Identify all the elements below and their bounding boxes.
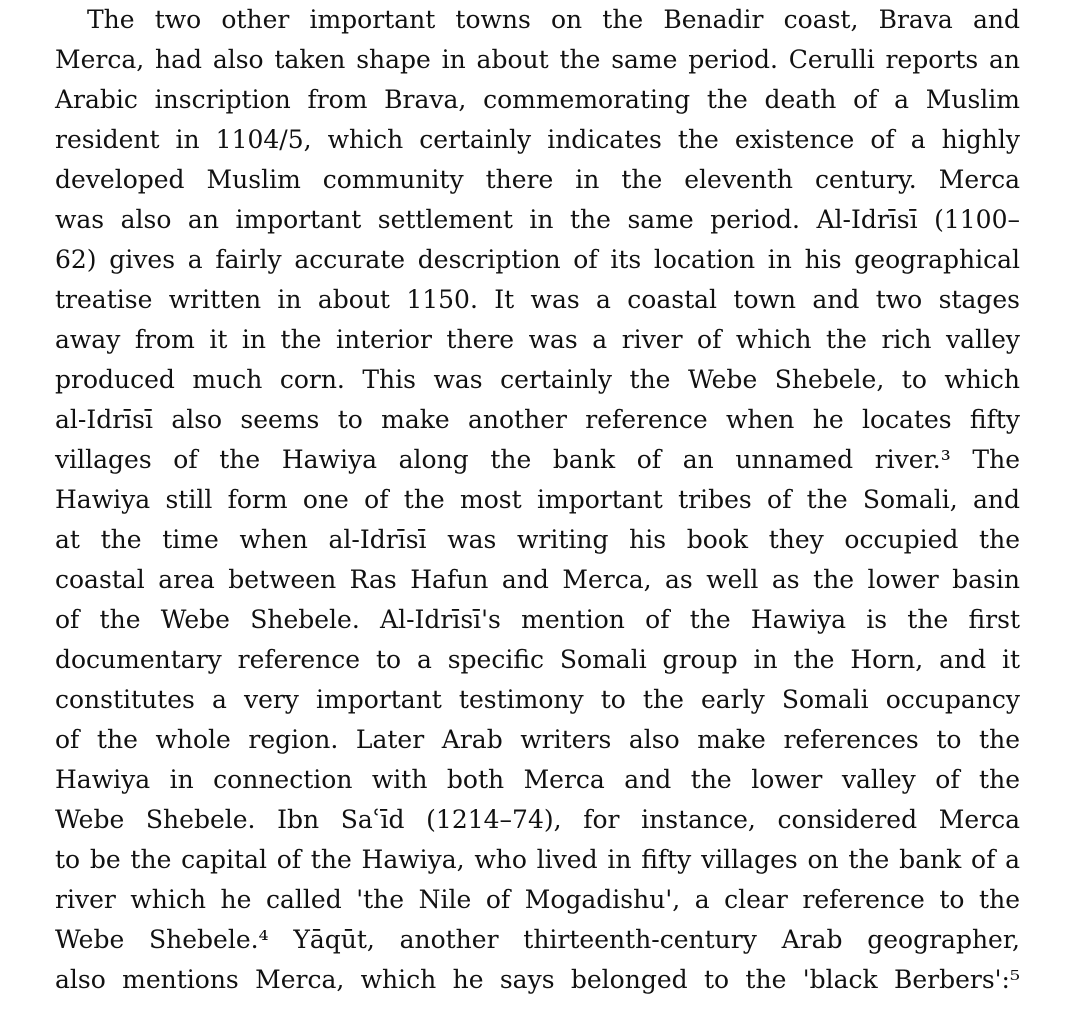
text-line-21: Webe Shebele. Ibn Saʿīd (1214–74), for instance, considered Merca <box>55 805 1020 834</box>
text-line-15: coastal area between Ras Hafun and Merca, as well as the lower basin <box>55 565 1020 594</box>
text-line-23: river which he called 'the Nile of Mogadishu', a clear reference to the <box>55 885 1020 914</box>
text-line-11: al-Idrīsī also seems to make another reference when he locates fifty <box>55 405 1020 434</box>
text-line-1: The two other important towns on the Benadir coast, Brava and <box>87 5 1020 34</box>
text-line-13: Hawiya still form one of the most important tribes of the Somali, and <box>55 485 1020 514</box>
text-line-25: also mentions Merca, which he says belonged to the 'black Berbers':⁵ <box>55 965 1020 994</box>
text-line-8: treatise written in about 1150. It was a coastal town and two stages <box>55 285 1020 314</box>
text-line-10: produced much corn. This was certainly the Webe Shebele, to which <box>55 365 1020 394</box>
text-line-14: at the time when al-Idrīsī was writing his book they occupied the <box>55 525 1020 554</box>
text-line-12: villages of the Hawiya along the bank of an unnamed river.³ The <box>55 445 1020 474</box>
text-line-5: developed Muslim community there in the eleventh century. Merca <box>55 165 1020 194</box>
text-line-6: was also an important settlement in the same period. Al-Idrīsī (1100– <box>55 205 1020 234</box>
text-line-16: of the Webe Shebele. Al-Idrīsī's mention of the Hawiya is the first <box>55 605 1020 634</box>
text-line-4: resident in 1104/5, which certainly indicates the existence of a highly <box>55 125 1020 154</box>
text-line-19: of the whole region. Later Arab writers also make references to the <box>55 725 1020 754</box>
text-line-24: Webe Shebele.⁴ Yāqūt, another thirteenth-century Arab geographer, <box>55 925 1020 954</box>
text-line-17: documentary reference to a specific Somali group in the Horn, and it <box>55 645 1020 674</box>
text-line-7: 62) gives a fairly accurate description of its location in his geographical <box>55 245 1020 274</box>
text-line-3: Arabic inscription from Brava, commemorating the death of a Muslim <box>55 85 1020 114</box>
text-line-22: to be the capital of the Hawiya, who lived in fifty villages on the bank of a <box>55 845 1020 874</box>
text-line-20: Hawiya in connection with both Merca and the lower valley of the <box>55 765 1020 794</box>
text-line-18: constitutes a very important testimony to the early Somali occupancy <box>55 685 1020 714</box>
text-line-9: away from it in the interior there was a river of which the rich valley <box>55 325 1020 354</box>
text-line-2: Merca, had also taken shape in about the same period. Cerulli reports an <box>55 45 1020 74</box>
